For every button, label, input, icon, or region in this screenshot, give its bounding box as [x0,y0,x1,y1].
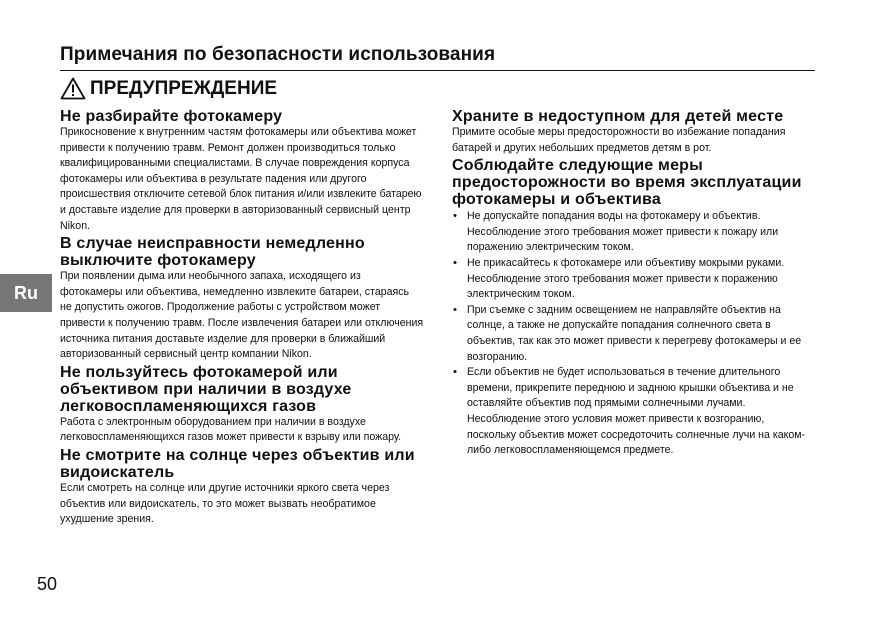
list-item [452,209,818,256]
section-disassemble [60,108,425,234]
warning-label: ПРЕДУПРЕЖДЕНИЕ [90,77,278,99]
list-item [452,303,818,365]
bullet-mark: • [453,303,457,316]
left-column [60,108,425,529]
section-heading: Храните в недоступном для детей месте [452,108,784,125]
section-heading: В случае неисправности немедленно выключите фотокамеру [60,235,365,270]
section-heading: Соблюдайте следующие меры предосторожности во время эксплуатации фотокамеры и объектива [452,157,802,209]
list-item-text: Не допускайте попадания воды на фотокамеру и объектив. Несоблюдение этого требования может привести к пожару или поражению электрическим током. [467,210,779,254]
bullet-mark: • [453,366,457,379]
section-heading: Не разбирайте фотокамеру [60,108,283,125]
page-number: 50 [37,574,58,594]
list-item-text: Не прикасайтесь к фотокамере или объективу мокрыми руками. Несоблюдение этого требования может привести к поражению электрическим током. [467,256,785,301]
right-column [452,108,818,459]
warning-triangle-icon [60,77,86,100]
section-text: Примите особые меры предосторожности во избежание попадания батарей и других небольших предметов детям в рот. [452,126,786,154]
list-item-text: Если объектив не будет использоваться в течение длительного времени, прикрепите переднюю и заднюю крышки объектива и не оставляйте объектив под прямыми солнечными лучами. Несоблюдение этого условия может привести к возгоранию, поскольку объектив может сосредоточить солнечные лучи на каком-либо легковоспламеняющемся предмете. [467,366,806,457]
section-text: Работа с электронным оборудованием при наличии в воздухе легковоспламеняющихся газов может привести к взрыву или пожару. [60,415,402,444]
title-rule [60,70,815,71]
section-sun [60,447,425,528]
precautions-list [452,209,818,459]
section-malfunction [60,235,425,363]
section-heading: Не пользуйтесь фотокамерой или объективом при наличии в воздухе легковоспламеняющихся газов [60,363,352,415]
section-text: Если смотреть на солнце или другие источники яркого света через объектив или видоискатель, то это может вызвать необратимое ухудшение зрения. [60,481,390,526]
section-children [452,108,818,156]
language-tab: Ru [0,274,52,312]
section-text: Прикосновение к внутренним частям фотокамеры или объектива может привести к получению травм. Ремонт должен производиться только квалифицированными специалистами. В случае повреждения корпуса фотокамеры или объектива в результате падения или другого происшествия отключите сетевой блок питания и/или извлеките батарею и доставьте изделие для проверки в авторизованный сервисный центр Nikon. [60,126,422,232]
list-item [452,365,818,459]
page-title: Примечания по безопасности использования [60,44,496,65]
section-text: При появлении дыма или необычного запаха, исходящего из фотокамеры или объектива, немедленно извлеките батареи, стараясь не допустить ожогов. Продолжение работы с устройством может привести к получению травм. После извлечения батареи или отключения источника питания доставьте изделие для проверки в ближайший авторизованный сервисный центр компании Nikon. [60,270,424,361]
bullet-mark: • [453,256,457,269]
section-heading: Не смотрите на солнце через объектив или видоискатель [60,446,415,481]
list-item-text: При съемке с задним освещением не направляйте объектив на солнце, а также не допускайте попадания солнечного света в объектив, так как это может привести к перегреву фотокамеры и ее возгоранию. [467,303,802,363]
bullet-mark: • [453,210,457,223]
list-item [452,256,818,303]
section-precautions [452,157,818,459]
section-flammable-gas [60,364,425,446]
warning-header [60,77,277,100]
